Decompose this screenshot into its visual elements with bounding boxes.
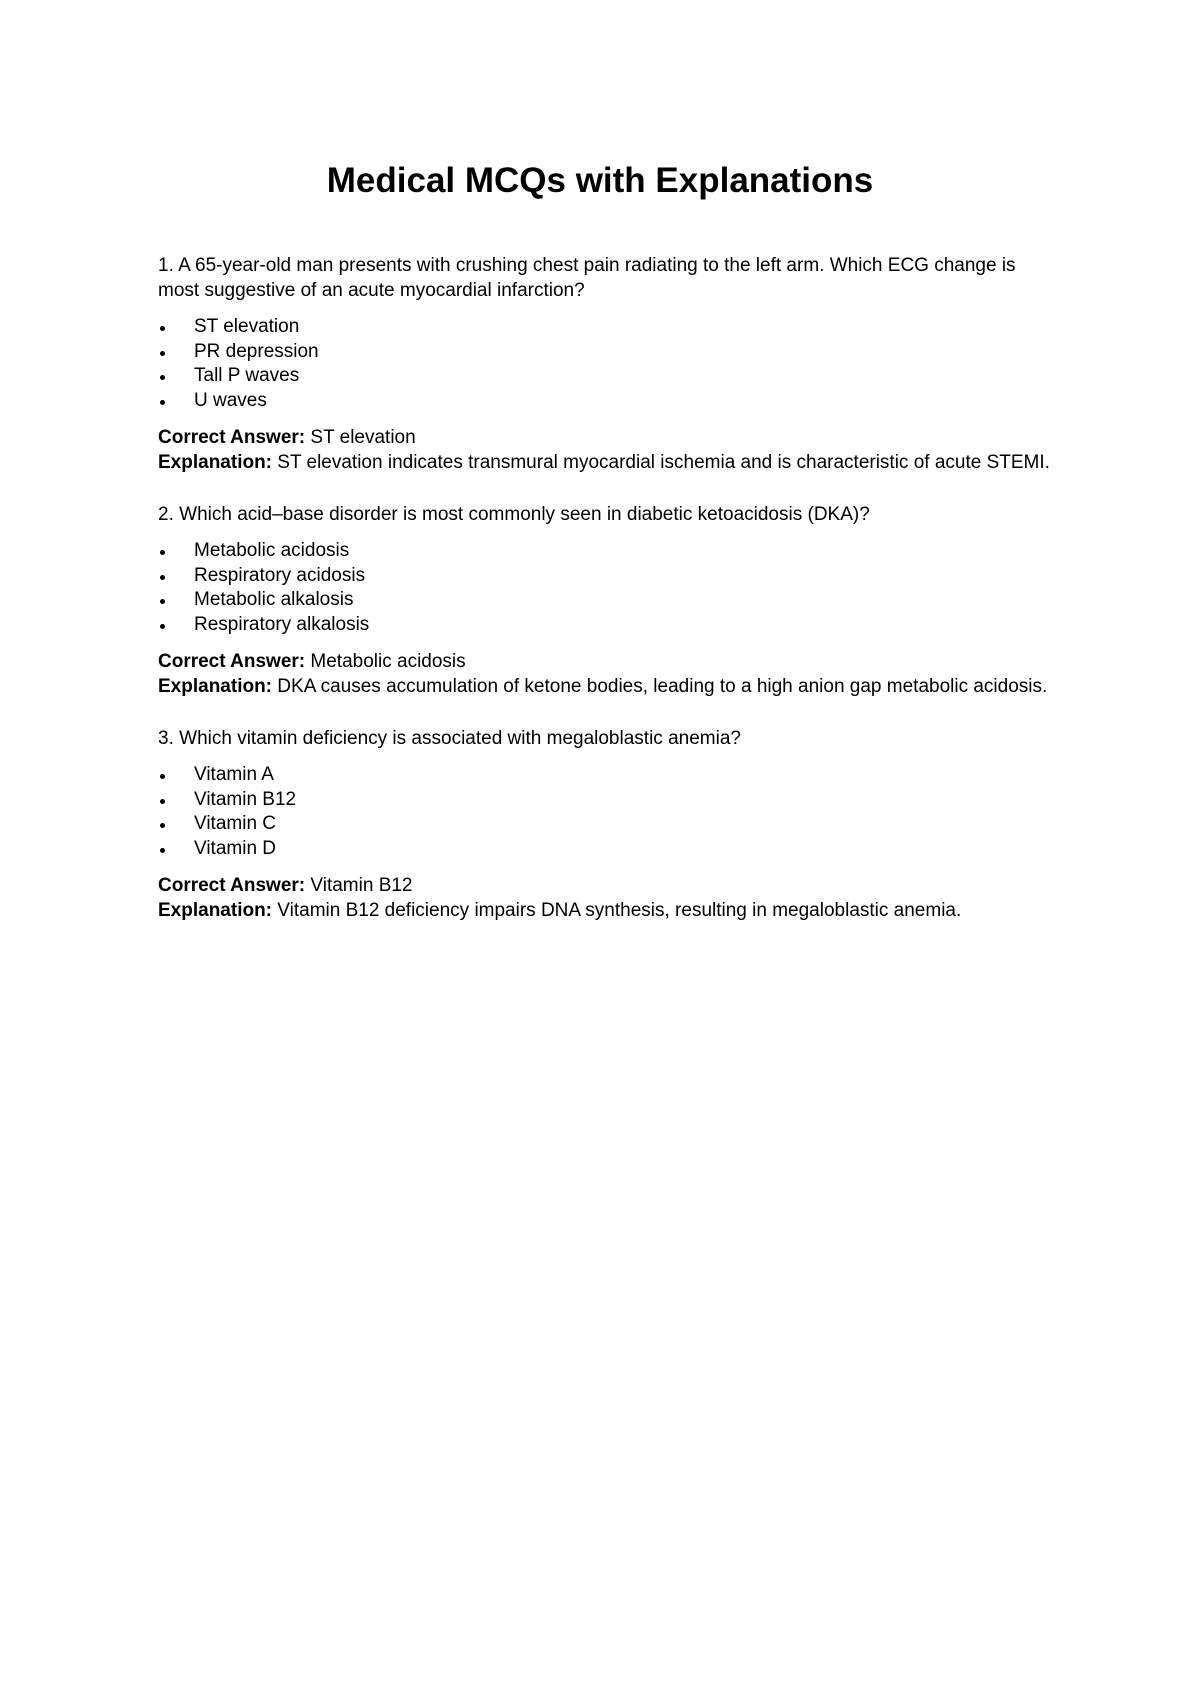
question-stem: Which acid–base disorder is most commonly seen in diabetic ketoacidosis (DKA)? [179, 504, 870, 525]
option-label: Vitamin C [194, 813, 277, 834]
option-label: Respiratory acidosis [194, 564, 366, 586]
question-number: 1. [158, 255, 174, 276]
option-label: Vitamin B12 [194, 788, 297, 810]
bullet-icon [160, 400, 165, 405]
option-item [158, 340, 1058, 365]
bullet-icon [160, 823, 165, 828]
option-item [158, 763, 1058, 788]
answer-value: Metabolic acidosis [310, 651, 466, 672]
explanation-label: Explanation: [158, 452, 273, 473]
option-label: PR depression [194, 340, 319, 362]
explanation-text: DKA causes accumulation of ketone bodies, leading to a high anion gap metabolic acidosis. [277, 676, 1048, 697]
question-block [158, 502, 1058, 699]
bullet-icon [160, 599, 165, 604]
explanation [158, 450, 1058, 475]
option-item [158, 788, 1058, 813]
correct-answer [158, 649, 1058, 674]
correct-answer [158, 873, 1058, 898]
option-item [158, 315, 1058, 340]
option-item [158, 364, 1058, 389]
option-item [158, 613, 1058, 638]
bullet-icon [160, 848, 165, 853]
question-stem: Which vitamin deficiency is associated with megaloblastic anemia? [179, 728, 741, 749]
bullet-icon [160, 624, 165, 629]
options-list [158, 763, 1058, 861]
option-item [158, 564, 1058, 589]
option-label: Vitamin A [194, 764, 274, 785]
bullet-icon [160, 375, 165, 380]
options-list [158, 539, 1058, 637]
option-item [158, 837, 1058, 862]
option-item [158, 588, 1058, 613]
option-label: Vitamin D [194, 837, 277, 859]
answer-label: Correct Answer: [158, 651, 306, 672]
bullet-icon [160, 774, 165, 779]
bullet-icon [160, 575, 165, 580]
options-list [158, 315, 1058, 413]
page-title: Medical MCQs with Explanations [326, 161, 874, 200]
option-label: Metabolic alkalosis [194, 589, 354, 610]
explanation-text: ST elevation indicates transmural myocardial ischemia and is characteristic of acute STEMI. [277, 452, 1050, 473]
option-item [158, 389, 1058, 414]
question-number: 2. [158, 504, 174, 525]
answer-value: ST elevation [310, 427, 416, 448]
explanation-label: Explanation: [158, 676, 273, 697]
explanation [158, 898, 1058, 923]
option-item [158, 812, 1058, 837]
question-stem: A 65-year-old man presents with crushing chest pain radiating to the left arm. Which ECG change is most suggestive of an acute myocardial infarction? [158, 255, 1016, 301]
option-label: Tall P waves [194, 365, 300, 386]
bullet-icon [160, 799, 165, 804]
explanation [158, 674, 1058, 699]
explanation-label: Explanation: [158, 900, 273, 921]
option-item [158, 539, 1058, 564]
option-label: Respiratory alkalosis [194, 613, 370, 635]
answer-value: Vitamin B12 [310, 875, 413, 896]
answer-label: Correct Answer: [158, 427, 306, 448]
question-block [158, 253, 1058, 475]
option-label: Metabolic acidosis [194, 540, 350, 561]
question-block [158, 726, 1058, 923]
question-text [158, 726, 1058, 751]
question-number: 3. [158, 728, 174, 749]
answer-label: Correct Answer: [158, 875, 306, 896]
bullet-icon [160, 326, 165, 331]
correct-answer [158, 425, 1058, 450]
question-text [158, 502, 1058, 527]
explanation-text: Vitamin B12 deficiency impairs DNA synthesis, resulting in megaloblastic anemia. [277, 900, 962, 921]
questions-container [158, 253, 1058, 950]
option-label: U waves [194, 389, 267, 411]
option-label: ST elevation [194, 316, 300, 337]
question-text [158, 253, 1058, 303]
bullet-icon [160, 351, 165, 356]
bullet-icon [160, 550, 165, 555]
